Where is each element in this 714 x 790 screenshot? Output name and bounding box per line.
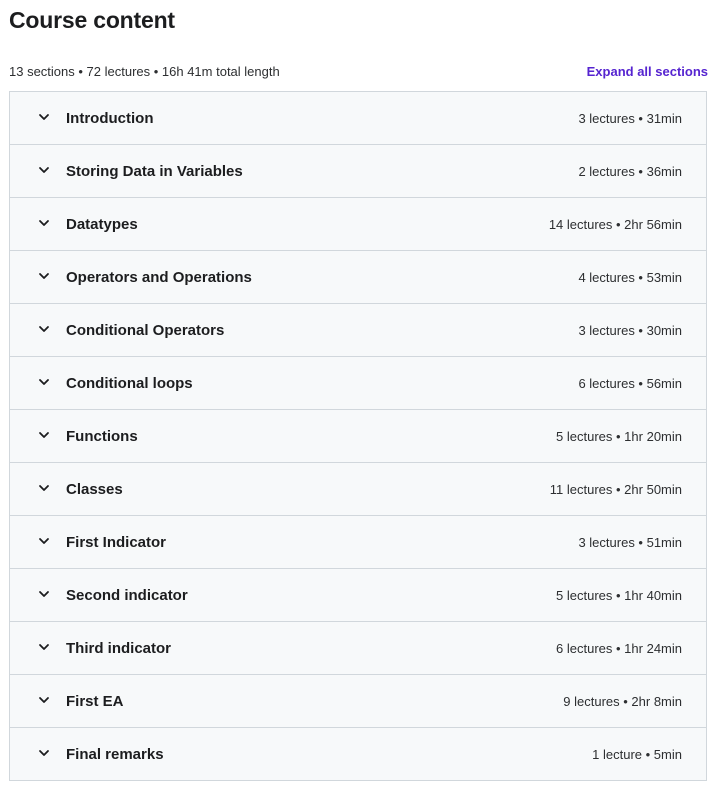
chevron-down-icon xyxy=(38,747,50,759)
chevron-down-icon xyxy=(38,535,50,547)
page-title: Course content xyxy=(9,7,175,33)
chevron-down-icon xyxy=(38,270,50,282)
section-operators-and-operations[interactable] xyxy=(10,251,706,304)
section-meta: 3 lectures • 31min xyxy=(578,110,682,126)
section-title: Classes xyxy=(66,480,123,498)
section-conditional-loops[interactable] xyxy=(10,357,706,410)
section-conditional-operators[interactable] xyxy=(10,304,706,357)
chevron-down-icon xyxy=(38,217,50,229)
chevron-down-icon xyxy=(38,164,50,176)
summary-row xyxy=(9,61,708,81)
section-title: First Indicator xyxy=(66,533,167,551)
section-second-indicator[interactable] xyxy=(10,569,706,622)
section-title: Functions xyxy=(66,427,138,445)
section-meta: 6 lectures • 1hr 24min xyxy=(556,640,682,656)
section-meta: 14 lectures • 2hr 56min xyxy=(548,216,682,232)
section-meta: 2 lectures • 36min xyxy=(578,163,682,179)
chevron-down-icon xyxy=(38,641,50,653)
chevron-down-icon xyxy=(38,376,50,388)
section-introduction[interactable] xyxy=(10,92,706,145)
section-meta: 4 lectures • 53min xyxy=(578,269,682,285)
section-title: Second indicator xyxy=(66,586,188,604)
section-title: Final remarks xyxy=(66,745,164,763)
chevron-down-icon xyxy=(38,694,50,706)
course-summary: 13 sections • 72 lectures • 16h 41m total length xyxy=(9,63,280,79)
chevron-down-icon xyxy=(38,111,50,123)
section-title: Operators and Operations xyxy=(66,268,252,286)
section-first-indicator[interactable] xyxy=(10,516,706,569)
chevron-down-icon xyxy=(38,588,50,600)
section-first-ea[interactable] xyxy=(10,675,706,728)
section-title: Conditional loops xyxy=(66,374,193,392)
expand-all-sections-button[interactable]: Expand all sections xyxy=(586,63,708,79)
section-meta: 11 lectures • 2hr 50min xyxy=(549,481,682,497)
section-final-remarks[interactable] xyxy=(10,728,706,780)
section-meta: 3 lectures • 30min xyxy=(578,322,682,338)
section-meta: 9 lectures • 2hr 8min xyxy=(563,693,682,709)
section-storing-data-in-variables[interactable] xyxy=(10,145,706,198)
section-meta: 3 lectures • 51min xyxy=(578,534,682,550)
section-meta: 5 lectures • 1hr 20min xyxy=(556,428,682,444)
section-title: Third indicator xyxy=(66,639,171,657)
section-third-indicator[interactable] xyxy=(10,622,706,675)
section-classes[interactable] xyxy=(10,463,706,516)
section-title: First EA xyxy=(66,692,124,710)
section-title: Introduction xyxy=(66,109,154,127)
chevron-down-icon xyxy=(38,429,50,441)
chevron-down-icon xyxy=(38,482,50,494)
section-title: Conditional Operators xyxy=(66,321,225,339)
section-datatypes[interactable] xyxy=(10,198,706,251)
section-functions[interactable] xyxy=(10,410,706,463)
section-list xyxy=(9,91,707,781)
section-meta: 1 lecture • 5min xyxy=(592,746,682,762)
section-title: Storing Data in Variables xyxy=(66,162,243,180)
section-title: Datatypes xyxy=(66,215,138,233)
section-meta: 5 lectures • 1hr 40min xyxy=(556,587,682,603)
section-meta: 6 lectures • 56min xyxy=(578,375,682,391)
chevron-down-icon xyxy=(38,323,50,335)
